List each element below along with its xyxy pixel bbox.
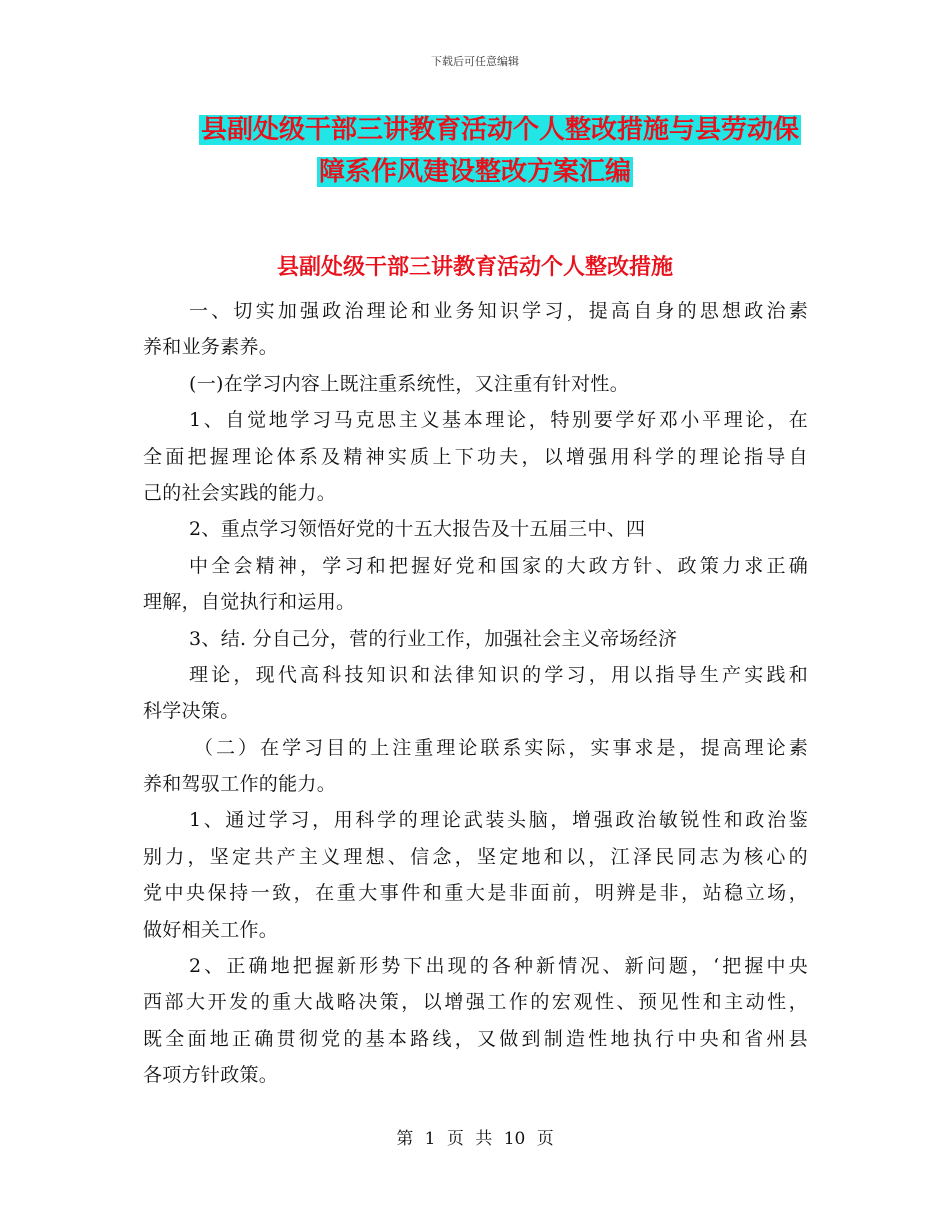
body-line: 既全面地正确贯彻党的基本路线，又做到制造性地执行中央和省州县: [143, 1027, 808, 1050]
header-note: 下载后可任意编辑: [431, 55, 519, 68]
body-line: 己的社会实践的能力。: [143, 481, 337, 504]
body-line: 党中央保持一致，在重大事件和重大是非面前，明辨是非，站稳立场，: [143, 882, 808, 905]
body-line: 2、正确地把握新形势下出现的各种新情况、新问题，‘把握中央: [189, 955, 808, 978]
body-line: 理论，现代高科技知识和法律知识的学习，用以指导生产实践和: [189, 663, 808, 686]
page-footer: 第 1 页 共 10 页: [396, 1129, 554, 1149]
body-line: 全面把握理论体系及精神实质上下功夫，以增强用科学的理论指导自: [143, 445, 808, 468]
body-line: 各项方针政策。: [143, 1064, 279, 1087]
body-line: 中全会精神，学习和把握好党和国家的大政方针、政策力求正确: [189, 554, 808, 577]
body-line: (一)在学习内容上既注重系统性，又注重有针对性。: [189, 372, 630, 395]
body-line: 别力，坚定共产主义理想、信念，坚定地和以，江泽民同志为核心的: [143, 845, 808, 868]
body-line: 养和驾驭工作的能力。: [143, 773, 337, 796]
body-line: （二）在学习目的上注重理论联系实际，实事求是，提高理论素: [194, 736, 808, 759]
main-title-line-1: 县副处级干部三讲教育活动个人整改措施与县劳动保: [200, 115, 799, 145]
body-line: 西部大开发的重大战略决策，以增强工作的宏观性、预见性和主动性，: [143, 991, 808, 1014]
section-title: 县副处级干部三讲教育活动个人整改措施: [276, 255, 673, 280]
body-line: 理解，自觉执行和运用。: [143, 591, 356, 614]
body-line: 2、重点学习领悟好党的十五大报告及十五届三中、四: [189, 518, 646, 541]
body-line: 做好相关工作。: [143, 918, 279, 941]
document-body: [143, 293, 808, 1094]
body-line: 养和业务素养。: [143, 336, 279, 359]
body-line: 1、通过学习，用科学的理论武装头脑，增强政治敏锐性和政治鉴: [189, 809, 808, 832]
body-line: 一、切实加强政治理论和业务知识学习，提高自身的思想政治素: [189, 300, 808, 322]
body-line: 科学决策。: [143, 700, 240, 723]
main-title-line-2: 障系作风建设整改方案汇编: [318, 157, 631, 187]
body-line: 3、结. 分自己分，菅的行业工作，加强社会主义帝场经济: [189, 627, 678, 650]
body-line: 1、自觉地学习马克思主义基本理论，特别要学好邓小平理论，在: [189, 409, 808, 432]
